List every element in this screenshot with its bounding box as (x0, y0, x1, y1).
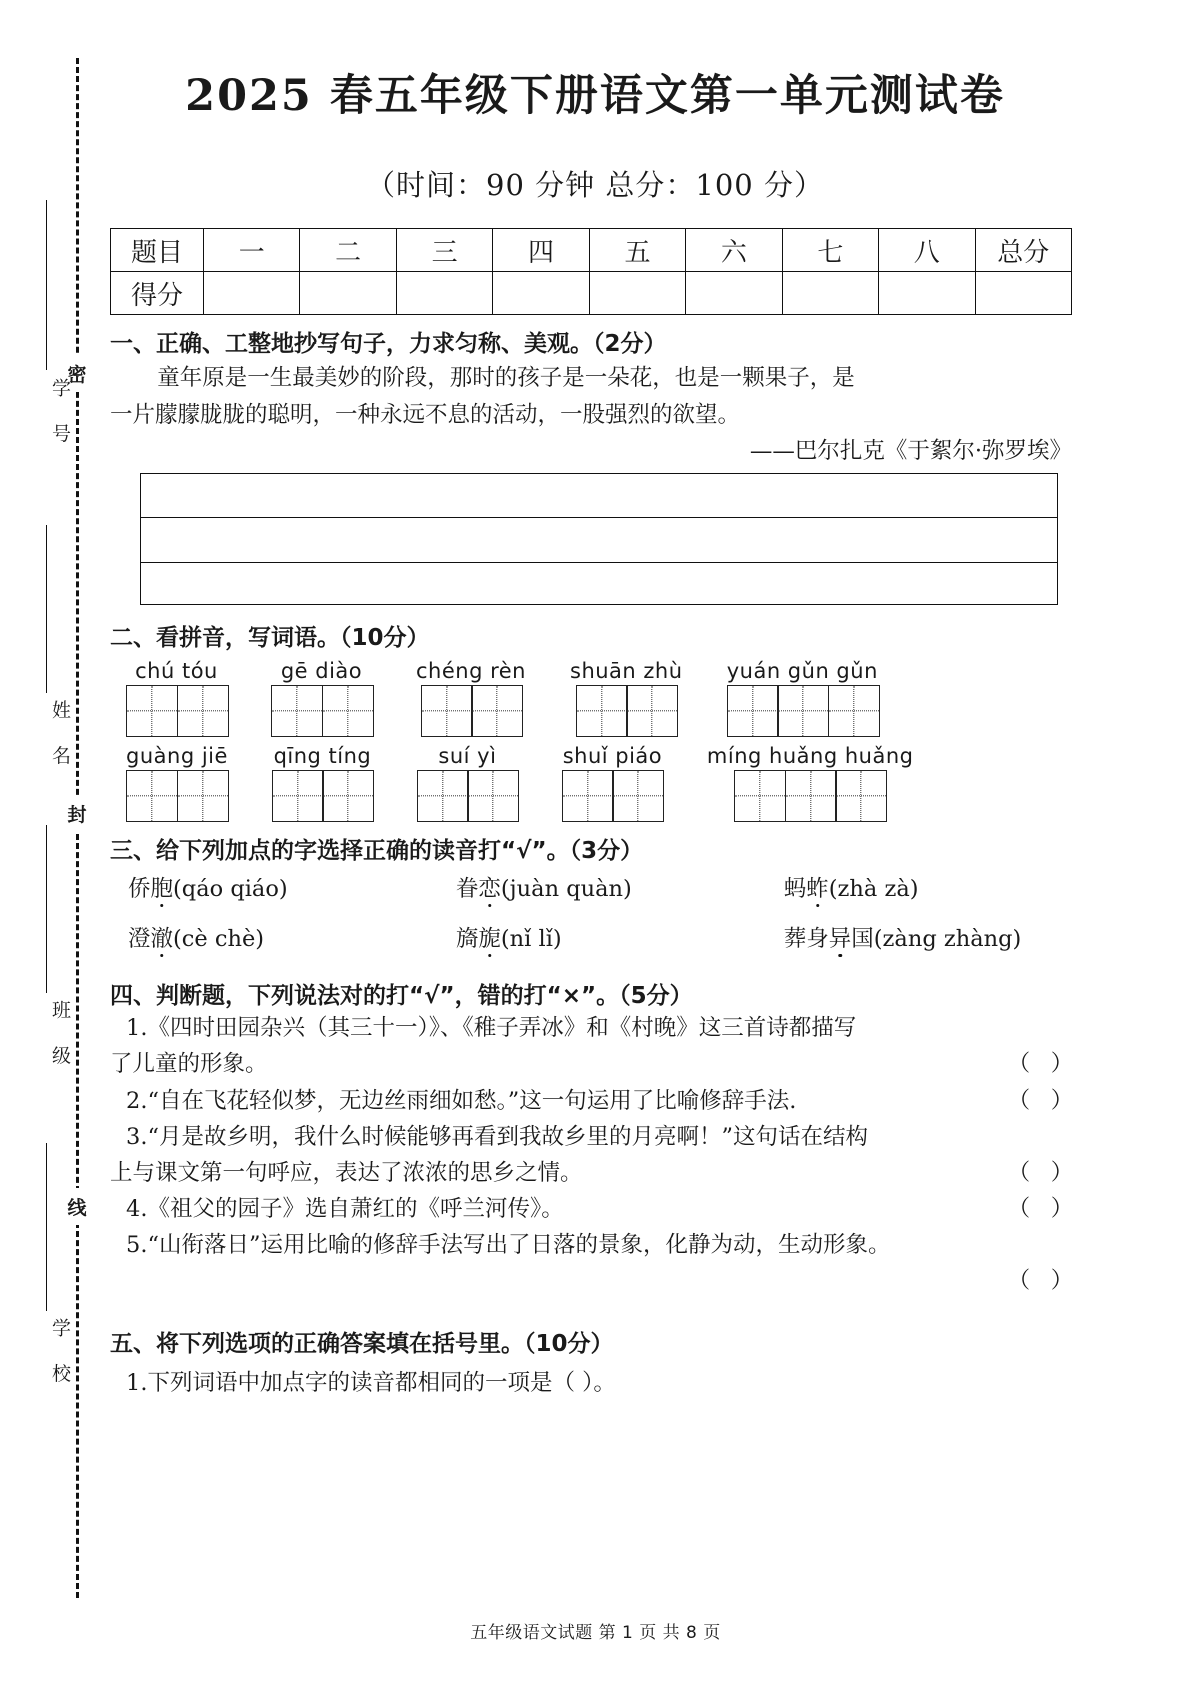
exam-subtitle: （时间：90 分钟 总分：100 分） (366, 168, 824, 202)
tianzige-cell[interactable] (272, 770, 324, 822)
copy-answer-box[interactable] (140, 473, 1058, 605)
tianzige-grid[interactable] (126, 770, 228, 822)
choice-word-plain: 蚂 (783, 876, 807, 903)
judgement-text-line (110, 1047, 1080, 1082)
tianzige-grid[interactable] (562, 770, 663, 822)
pronunciation-choice-item[interactable] (128, 921, 456, 953)
judgement-text-line (110, 1011, 1080, 1046)
score-table-col-3: 三 (396, 229, 492, 272)
tianzige-cell[interactable] (785, 770, 837, 822)
choice-options[interactable]: (nǐ lǐ) (500, 926, 562, 953)
tianzige-grid[interactable] (570, 685, 683, 737)
pinyin-word-group (126, 743, 228, 822)
score-cell[interactable] (589, 272, 685, 315)
score-table-col-4: 四 (493, 229, 589, 272)
judgement-text-line (110, 1156, 1080, 1191)
pinyin-label: míng huǎng huǎng (706, 744, 914, 769)
score-cell-total[interactable] (975, 272, 1072, 315)
pinyin-word-group (272, 743, 373, 822)
pinyin-label: gē diào (280, 659, 363, 684)
judgement-text: 5.“山衔落日”运用比喻的修辞手法写出了日落的景象，化静为动，生动形象。 (126, 1231, 891, 1258)
tianzige-cell[interactable] (177, 770, 229, 822)
judgement-text-line (110, 1084, 1080, 1119)
section-5-heading: 五、将下列选项的正确答案填在括号里。（10分） (110, 1331, 614, 1358)
tianzige-cell[interactable] (734, 770, 786, 822)
writing-rule (141, 562, 1057, 563)
judgement-text: 了儿童的形象。 (110, 1051, 268, 1078)
field-rule (46, 825, 47, 993)
field-student-name (18, 700, 74, 774)
pinyin-label: guàng jiē (126, 744, 228, 769)
pinyin-word-group (707, 743, 914, 822)
score-table-value-row (111, 272, 1072, 315)
judgement-item (110, 1120, 1080, 1191)
tianzige-cell[interactable] (471, 685, 523, 737)
judgement-text: 4.《祖父的园子》选自萧红的《呼兰河传》。 (126, 1195, 564, 1222)
pinyin-label: suí yì (438, 744, 497, 769)
tianzige-cell[interactable] (612, 770, 664, 822)
seal-char-mi: 密 (63, 355, 91, 392)
judgement-item (110, 1084, 1080, 1119)
tianzige-cell[interactable] (126, 770, 178, 822)
score-table-col-6: 六 (686, 229, 782, 272)
pronunciation-choice-row-2 (110, 921, 1080, 953)
choice-word-plain: 眷 (455, 876, 479, 903)
pronunciation-choice-item[interactable] (784, 871, 1080, 903)
tianzige-cell[interactable] (777, 685, 829, 737)
section-1-passage-line-2: 一片朦朦胧胧的聪明，一种永远不息的活动，一股强烈的欲望。 (110, 402, 741, 429)
choice-word-dotted: 蚱 (806, 876, 829, 903)
tianzige-grid[interactable] (272, 770, 373, 822)
pinyin-grid-row-2 (110, 743, 1080, 822)
pinyin-label: shuǐ piáo (562, 744, 663, 769)
tianzige-grid[interactable] (416, 685, 526, 737)
pinyin-label: shuān zhù (570, 659, 683, 684)
score-cell[interactable] (493, 272, 589, 315)
pinyin-grid-row-1 (110, 658, 1080, 737)
tianzige-cell[interactable] (322, 770, 374, 822)
tianzige-grid[interactable] (417, 770, 518, 822)
field-label: 学 校 (49, 1318, 71, 1393)
writing-rule (141, 517, 1057, 518)
field-rule (46, 525, 47, 693)
score-table-col-5: 五 (589, 229, 685, 272)
pronunciation-choice-row-1 (110, 871, 1080, 903)
seal-margin-column (0, 0, 110, 1684)
tianzige-cell[interactable] (271, 685, 323, 737)
judgement-text-line (110, 1192, 1080, 1227)
exam-body (110, 0, 1080, 1401)
answer-bracket[interactable]: （ ） (1007, 1051, 1080, 1078)
seal-char-feng: 封 (63, 795, 91, 832)
section-1-passage-line-1: 童年原是一生最美妙的阶段，那时的孩子是一朵花，也是一颗果子，是 (157, 365, 855, 391)
field-label: 姓 名 (49, 700, 71, 775)
choice-word-dotted: 澈 (150, 926, 174, 953)
tianzige-cell[interactable] (562, 770, 614, 822)
answer-bracket[interactable]: （ ） (1007, 1195, 1080, 1222)
score-cell[interactable] (782, 272, 878, 315)
judgement-text: 2.“自在飞花轻似梦，无边丝雨细如愁。”这一句运用了比喻修辞手法. (126, 1087, 797, 1114)
choice-options[interactable]: (qáo qiáo) (173, 876, 288, 903)
choice-options[interactable]: (juàn quàn) (500, 876, 632, 903)
pinyin-word-group (727, 658, 879, 737)
judgement-text-line (110, 1228, 1080, 1263)
judgement-text: 上与课文第一句呼应，表达了浓浓的思乡之情。 (110, 1159, 583, 1186)
score-table-col-7: 七 (782, 229, 878, 272)
judgement-item (110, 1228, 1080, 1299)
tianzige-cell[interactable] (177, 685, 229, 737)
choice-word-plain: 侨 (128, 876, 151, 903)
field-class (18, 1000, 74, 1074)
pronunciation-choice-item[interactable] (784, 921, 1080, 953)
tianzige-cell[interactable] (421, 685, 473, 737)
tianzige-cell[interactable] (322, 685, 374, 737)
pinyin-label: yuán gǔn gǔn (726, 659, 878, 684)
section-3-heading: 三、给下列加点的字选择正确的读音打“√”。（3分） (110, 838, 644, 865)
section-2-heading: 二、看拼音，写词语。（10分） (110, 625, 430, 652)
pronunciation-choice-item[interactable] (456, 871, 784, 903)
section-5-item-1: 1.下列词语中加点字的读音都相同的一项是（ ）。 (126, 1370, 616, 1397)
judgement-item-list (110, 1011, 1080, 1299)
section-1-heading: 一、正确、工整地抄写句子，力求匀称、美观。（2分） (110, 331, 667, 357)
score-table-row-label: 题目 (111, 229, 204, 272)
score-table-header-row (111, 229, 1072, 272)
field-school (18, 1318, 74, 1392)
pinyin-word-group (570, 658, 683, 737)
tianzige-grid[interactable] (707, 770, 914, 822)
score-cell[interactable] (396, 272, 492, 315)
tianzige-grid[interactable] (126, 685, 227, 737)
tianzige-cell[interactable] (727, 685, 779, 737)
choice-word-plain: 旖 (455, 926, 479, 953)
pinyin-word-group (417, 743, 518, 822)
field-rule (46, 1143, 47, 1311)
tianzige-cell[interactable] (126, 685, 178, 737)
pronunciation-choice-item[interactable] (456, 921, 784, 953)
score-table (110, 228, 1072, 315)
section-4-heading: 四、判断题，下列说法对的打“√”，错的打“×”。（5分） (110, 983, 693, 1010)
score-cell[interactable] (879, 272, 975, 315)
tianzige-cell[interactable] (626, 685, 678, 737)
judgement-text-line (110, 1120, 1080, 1155)
tianzige-cell[interactable] (576, 685, 628, 737)
pinyin-word-group (562, 743, 663, 822)
tianzige-cell[interactable] (835, 770, 887, 822)
score-table-row-label: 得分 (111, 272, 204, 315)
tianzige-grid[interactable] (271, 685, 372, 737)
pinyin-label: qīng tíng (273, 744, 372, 769)
seal-char-xian: 线 (63, 1188, 91, 1225)
page-title: 2025 春五年级下册语文第一单元测试卷 (185, 71, 1005, 121)
page-footer: 五年级语文试题 第 1 页 共 8 页 (470, 1623, 721, 1643)
choice-options[interactable]: (zàng zhàng) (873, 926, 1022, 953)
pinyin-label: chéng rèn (416, 659, 526, 684)
pinyin-word-group (126, 658, 227, 737)
choice-options[interactable]: (zhà zà) (828, 876, 919, 903)
pinyin-word-group (416, 658, 526, 737)
choice-word-dotted: 旎 (478, 926, 501, 953)
answer-bracket[interactable]: （ ） (1007, 1268, 1080, 1295)
tianzige-cell[interactable] (467, 770, 519, 822)
answer-bracket[interactable]: （ ） (1007, 1087, 1080, 1114)
pinyin-word-group (271, 658, 372, 737)
pronunciation-choice-item[interactable] (128, 871, 456, 903)
field-label: 学 号 (49, 378, 71, 453)
judgement-item (110, 1192, 1080, 1227)
choice-word-dotted: 恋 (478, 876, 501, 903)
answer-bracket[interactable]: （ ） (1007, 1159, 1080, 1186)
pinyin-label: chú tóu (135, 659, 218, 684)
score-cell[interactable] (300, 272, 396, 315)
choice-word-plain: 葬 (783, 926, 807, 953)
choice-options[interactable]: (cè chè) (173, 926, 265, 953)
tianzige-grid[interactable] (727, 685, 879, 737)
tianzige-cell[interactable] (828, 685, 880, 737)
judgement-text: 1.《四时田园杂兴（其三十一）》、《稚子弄冰》和《村晚》这三首诗都描写 (126, 1015, 857, 1042)
choice-word-plain: 澄 (128, 926, 151, 953)
section-1-attribution: ——巴尔扎克《于絮尔·弥罗埃》 (749, 438, 1072, 465)
score-table-col-total: 总分 (975, 229, 1072, 272)
score-table-col-1: 一 (204, 229, 300, 272)
tianzige-cell[interactable] (417, 770, 469, 822)
score-cell[interactable] (686, 272, 782, 315)
score-table-col-8: 八 (879, 229, 975, 272)
choice-word-dotted: 胞 (150, 876, 174, 903)
judgement-text: 3.“月是故乡明，我什么时候能够再看到我故乡里的月亮啊！”这句话在结构 (126, 1123, 868, 1150)
field-rule (46, 200, 47, 370)
judgement-item (110, 1011, 1080, 1082)
score-table-col-2: 二 (300, 229, 396, 272)
choice-word-dotted: 身异国 (806, 926, 874, 953)
score-cell[interactable] (204, 272, 300, 315)
field-student-number (18, 378, 74, 452)
field-label: 班 级 (49, 1000, 71, 1075)
